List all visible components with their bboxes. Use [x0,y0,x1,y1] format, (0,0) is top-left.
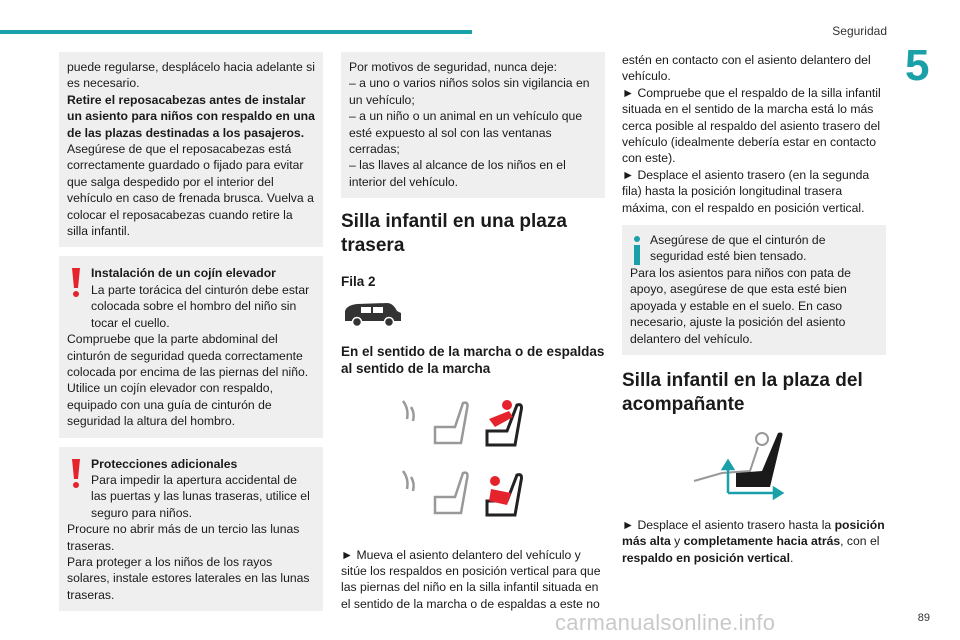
warning-title: Protecciones adicionales [91,456,238,471]
page-number: 89 [917,612,930,624]
paragraph: Asegúrese de que el reposacabezas está correctamente guardado o fijado para evitar que salga despedido por el interior del vehículo en caso de frenada brusca. Vuelva a colocar el reposacabezas cuando retire la silla infantil. [67,142,314,239]
paragraph: Asegúrese de que el cinturón de seguridad esté bien tensado. [650,233,826,264]
warning-exclamation-icon [67,266,85,300]
info-box [622,225,886,355]
warning-exclamation-icon [67,457,85,491]
column-2 [341,52,605,612]
paragraph: Utilice un cojín elevador con respaldo, equipado con una guía de cinturón de seguridad la altura del hombro. [67,381,273,429]
seat-icon [736,432,783,487]
passenger-seat-adjust-diagram [684,431,794,501]
paragraph: Para los asientos para niños con pata de apoyo, asegúrese de que esta esté bien apoyada y estable en el suelo. En caso necesario, ajuste la posición del asiento delantero del vehículo. [630,265,851,346]
section-heading: Silla infantil en la plaza del acompañante [622,369,863,415]
paragraph-bold: Retire el reposacabezas antes de instalar un asiento para niños con respaldo en una de las plazas destinadas a los pasajeros. [67,92,315,140]
watermark: carmanualsonline.info [555,610,776,635]
warning-box-protections [59,447,323,612]
headrest-note-box [59,52,323,247]
warning-title: Instalación de un cojín elevador [91,266,276,281]
van-icon [341,299,405,329]
paragraph: Por motivos de seguridad, nunca deje: [349,60,557,74]
paragraph: puede regularse, desplácelo hacia adelante si es necesario. [67,60,315,91]
front-seat-bottom [403,471,468,513]
paragraph-final [622,517,886,566]
rear-seat-top [487,404,522,444]
text-run: . [789,550,794,565]
header-accent-bar [0,30,472,34]
child-seat-diagram [395,397,525,527]
warning-box-booster [59,256,323,437]
paragraph: ► Compruebe que el respaldo de la silla infantil situada en el sentido de la marcha está lo más cerca posible al respaldo del asiento trasero del vehículo (idealmente debería estar en contacto con este). [622,85,881,166]
chapter-number: 5 [905,41,930,90]
paragraph: La parte torácica del cinturón debe estar colocada sobre el hombro del niño sin tocar el cuello. [91,282,310,330]
section-title: Seguridad [832,24,887,38]
paragraph: Compruebe que la parte abdominal del cinturón de seguridad queda correctamente colocada por encima de las piernas del niño. [67,332,309,379]
column-1 [59,52,323,620]
subheading: En el sentido de la marcha o de espaldas al sentido de la marcha [341,343,605,376]
paragraph: Procure no abrir más de un tercio las lunas traseras. [67,522,300,553]
text-run: ► Desplace el asiento trasero hasta la [622,517,835,532]
list-item: – a uno o varios niños solos sin vigilancia en un vehículo; [349,76,590,107]
column-3 [622,52,886,566]
front-seat-top [403,401,468,443]
paragraph: estén en contacto con el asiento delantero del vehículo. [622,53,871,84]
info-icon [630,235,644,267]
paragraph: Para impedir la apertura accidental de las puertas y las lunas traseras, utilice el seguro para niños. [91,472,310,520]
text-run: y [670,534,684,549]
list-item: – las llaves al alcance de los niños en el interior del vehículo. [349,158,566,189]
list-item: – a un niño o un animal en un vehículo que esté expuesto al sol con las ventanas cerradas; [349,109,583,157]
text-run-bold: posición más alta [622,517,885,549]
paragraph: Para proteger a los niños de los rayos solares, instale estores laterales en las lunas traseras. [67,554,310,602]
safety-note-box [341,52,605,198]
row-label: Fila 2 [341,274,376,290]
child-seat-bottom-icon [489,476,511,505]
text-run-bold: completamente hacia atrás [683,534,841,549]
section-heading: Silla infantil en una plaza trasera [341,211,567,257]
paragraph: ► Mueva el asiento delantero del vehículo y sitúe los respaldos en posición vertical para que las piernas del niño en la silla infantil situada en el sentido de la marcha o de espaldas a este no [341,547,601,611]
text-block [622,52,886,216]
text-run: , con el [840,534,880,549]
paragraph: ► Desplace el asiento trasero (en la segunda fila) hasta la posición longitudinal trasera máxima, con el respaldo en posición vertical. [622,167,870,215]
text-run-bold: respaldo en posición vertical [622,550,790,565]
